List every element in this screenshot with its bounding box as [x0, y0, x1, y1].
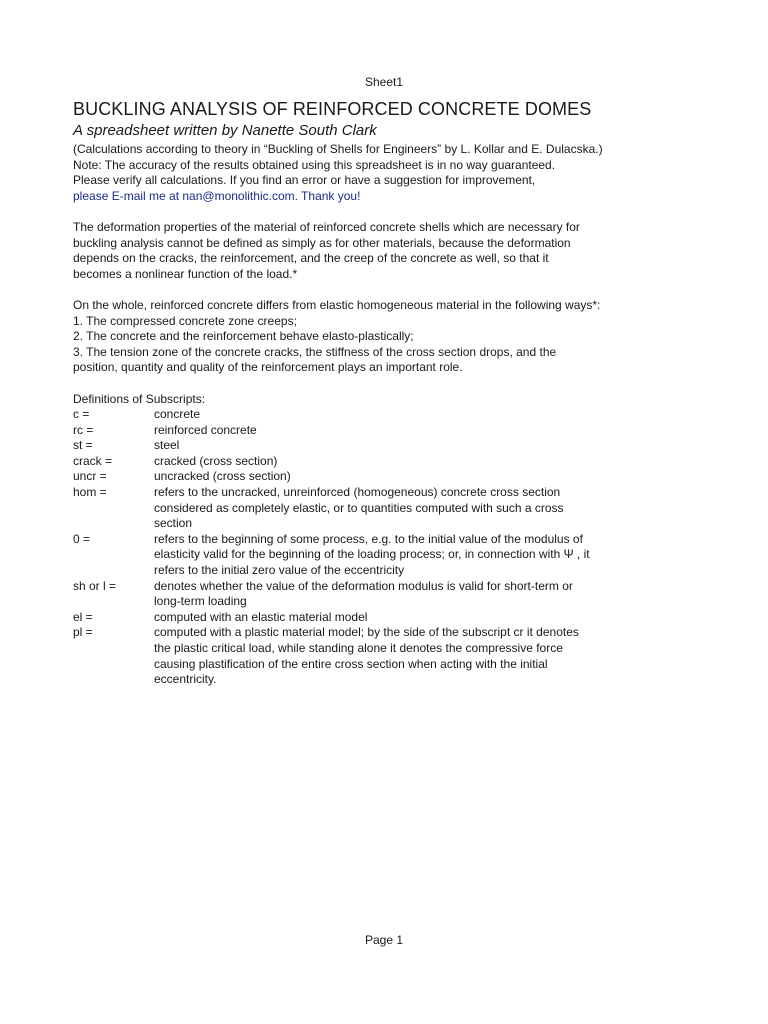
definition-row — [73, 579, 673, 610]
definition-description — [154, 438, 594, 454]
definition-line: reinforced concrete — [154, 422, 257, 437]
definition-line: elasticity valid for the beginning of the loading process; or, in connection with Ψ , it — [154, 547, 590, 562]
document-body — [73, 97, 673, 688]
definition-line: uncracked (cross section) — [154, 469, 291, 484]
definition-term: el = — [73, 609, 93, 624]
definition-row — [73, 407, 673, 423]
contact-email-line[interactable]: please E-mail me at nan@monolithic.com. Thank you! — [73, 188, 361, 203]
sheet-header: Sheet1 — [364, 75, 404, 89]
paragraph-line: becomes a nonlinear function of the load.* — [73, 266, 298, 281]
definitions-list — [73, 407, 673, 688]
definition-line: steel — [154, 438, 180, 453]
paragraph-line: buckling analysis cannot be defined as simply as for other materials, because the deformation — [73, 235, 571, 250]
paragraph-line: depends on the cracks, the reinforcement, and the creep of the concrete as well, so that it — [73, 251, 549, 266]
definition-row — [73, 485, 673, 532]
definition-description — [154, 625, 594, 687]
paragraph-differences — [73, 298, 673, 376]
definition-line: refers to the initial zero value of the eccentricity — [154, 563, 405, 578]
spacer — [73, 204, 673, 220]
definition-row — [73, 625, 673, 687]
definition-line: eccentricity. — [154, 672, 217, 687]
definition-line: computed with a plastic material model; by the side of the subscript cr it denotes — [154, 625, 579, 640]
paragraph-deformation — [73, 220, 673, 282]
definition-line: denotes whether the value of the deformation modulus is valid for short-term or — [154, 578, 573, 593]
intro-block — [73, 142, 673, 204]
page-number: Page 1 — [364, 933, 404, 947]
definition-line: cracked (cross section) — [154, 453, 278, 468]
definition-row — [73, 438, 673, 454]
definition-row — [73, 532, 673, 579]
list-item: 1. The compressed concrete zone creeps; — [73, 313, 297, 328]
definition-description — [154, 485, 594, 532]
definition-line: considered as completely elastic, or to quantities computed with such a cross — [154, 500, 564, 515]
definition-line: long-term loading — [154, 594, 247, 609]
definition-line: refers to the uncracked, unreinforced (homogeneous) concrete cross section — [154, 485, 561, 500]
definition-term: hom = — [73, 485, 107, 500]
definition-row — [73, 469, 673, 485]
definition-description — [154, 532, 594, 579]
document-title: BUCKLING ANALYSIS OF REINFORCED CONCRETE DOMES — [73, 99, 592, 119]
definition-line: refers to the beginning of some process, e.g. to the initial value of the modulus of — [154, 531, 583, 546]
definition-term: uncr = — [73, 469, 107, 484]
definition-term: sh or l = — [73, 578, 117, 593]
definition-line: section — [154, 516, 193, 531]
intro-line: Please verify all calculations. If you find an error or have a suggestion for improvement, — [73, 173, 536, 188]
definition-description — [154, 579, 594, 610]
list-item: position, quantity and quality of the reinforcement plays an important role. — [73, 360, 463, 375]
definition-term: c = — [73, 407, 90, 422]
definition-term: crack = — [73, 453, 113, 468]
intro-line: (Calculations according to theory in “Buckling of Shells for Engineers” by L. Kollar and E. Dulacska.) — [73, 142, 603, 156]
intro-line: Note: The accuracy of the results obtained using this spreadsheet is in no way guaranteed. — [73, 157, 556, 172]
definition-description — [154, 423, 594, 439]
document-subtitle: A spreadsheet written by Nanette South Clark — [73, 122, 377, 139]
paragraph-line: On the whole, reinforced concrete differs from elastic homogeneous material in the following ways*: — [73, 297, 601, 312]
definition-term: st = — [73, 438, 93, 453]
definition-line: computed with an elastic material model — [154, 609, 368, 624]
definition-description — [154, 454, 594, 470]
definition-row — [73, 454, 673, 470]
definition-line: concrete — [154, 407, 201, 422]
definition-term: rc = — [73, 422, 94, 437]
spacer — [73, 282, 673, 298]
paragraph-line: The deformation properties of the material of reinforced concrete shells which are necessary for — [73, 219, 580, 234]
definition-description — [154, 469, 594, 485]
definition-description — [154, 610, 594, 626]
definition-line: the plastic critical load, while standing alone it denotes the compressive force — [154, 641, 563, 655]
definitions-heading: Definitions of Subscripts: — [73, 391, 206, 406]
spacer — [73, 376, 673, 392]
definition-line: causing plastification of the entire cross section when acting with the initial — [154, 656, 548, 671]
list-item: 3. The tension zone of the concrete cracks, the stiffness of the cross section drops, and the — [73, 344, 557, 359]
list-item: 2. The concrete and the reinforcement behave elasto-plastically; — [73, 329, 414, 344]
definition-description — [154, 407, 594, 423]
definition-term: 0 = — [73, 531, 91, 546]
definition-row — [73, 423, 673, 439]
definition-row — [73, 610, 673, 626]
definition-term: pl = — [73, 625, 93, 640]
